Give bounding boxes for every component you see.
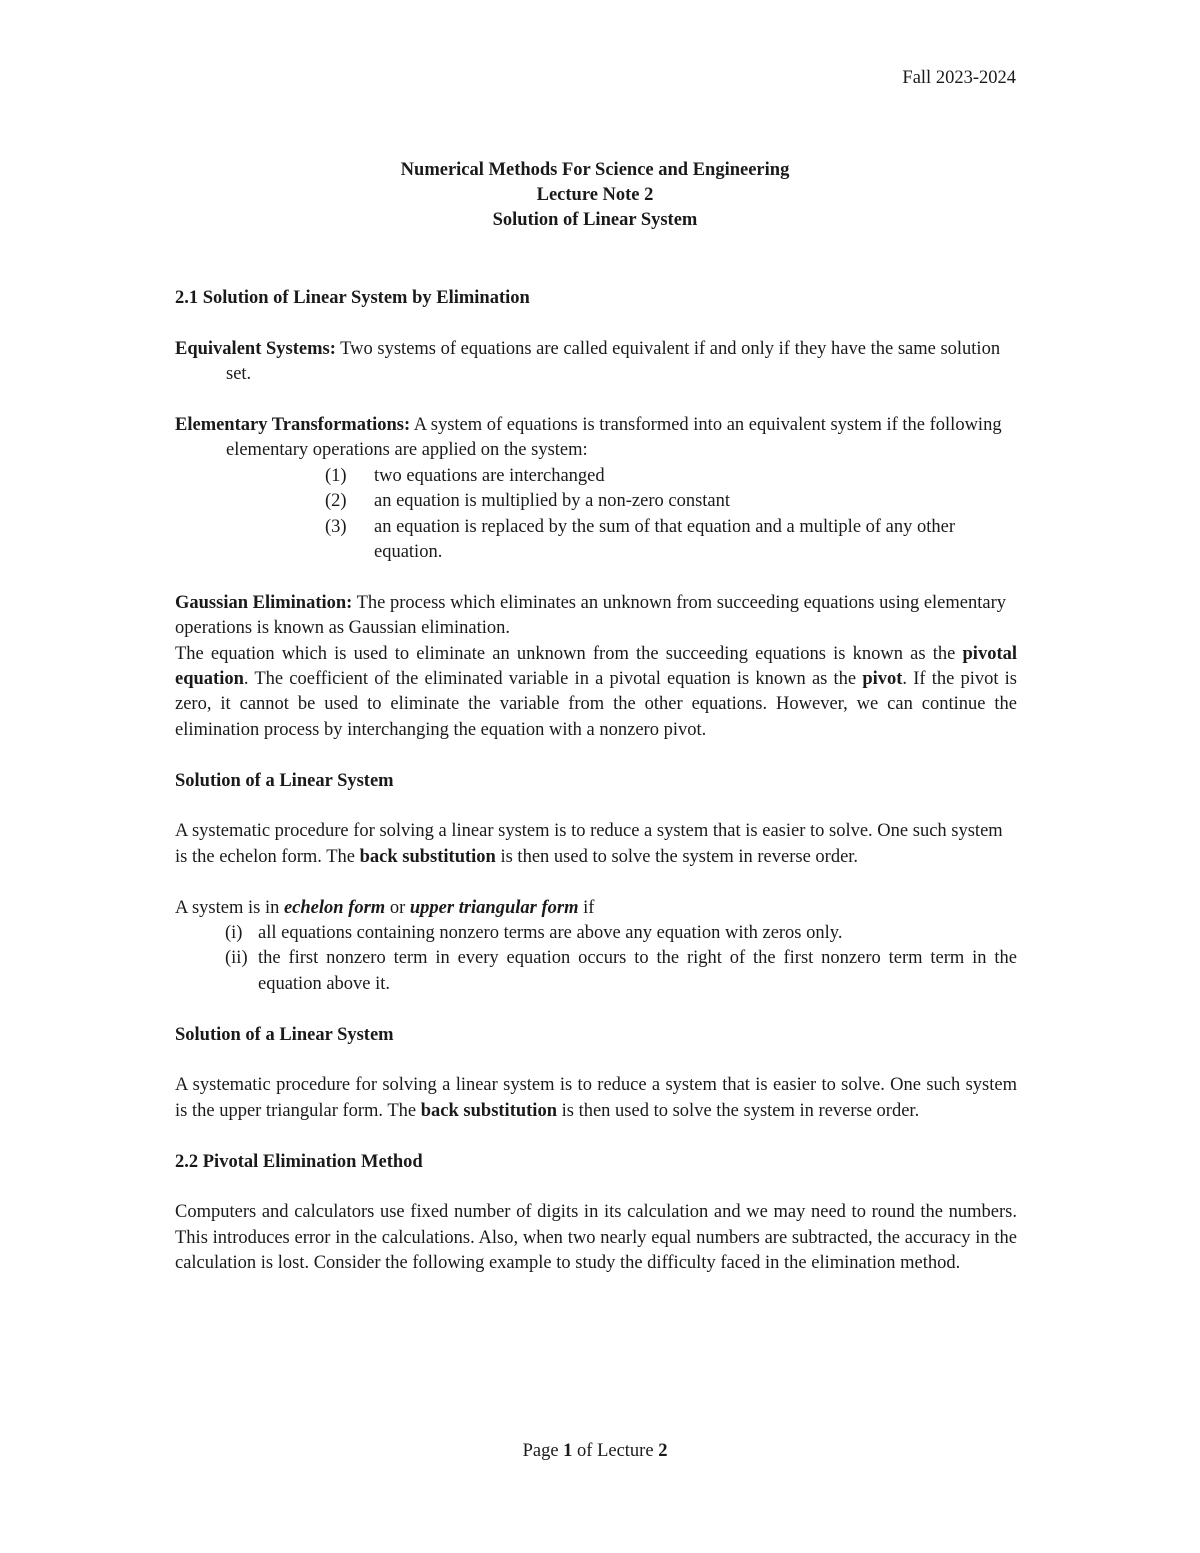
- definition-text: Two systems of equations are called equivalent if and only if they have the same solution set.: [226, 338, 1001, 385]
- subsection-heading: Solution of a Linear System: [175, 770, 394, 791]
- definition-term: Elementary Transformations:: [175, 415, 411, 435]
- elementary-transformations-definition: [175, 413, 1017, 464]
- echelon-form-intro: A system is in echelon form or upper triangular form if: [175, 897, 595, 918]
- definition-text: The process which eliminates an unknown from succeeding equations using elementary operations is known as Gaussian elimination.: [175, 592, 1007, 639]
- main-content: [175, 286, 1017, 1277]
- list-item: (1) two equations are interchanged: [325, 465, 605, 486]
- subsection-heading: Solution of a Linear System: [175, 1024, 394, 1045]
- document-title: [0, 158, 1190, 233]
- definition-term: Gaussian Elimination:: [175, 592, 353, 613]
- list-item: (i) all equations containing nonzero terms are above any equation with zeros only.: [225, 923, 843, 944]
- term-header: Fall 2023-2024: [902, 68, 1016, 88]
- definition-text: A system of equations is transformed into an equivalent system if the following elementary operations are applied on the system:: [226, 415, 1002, 461]
- equivalent-systems-definition: [175, 337, 1017, 388]
- page-footer: Page 1 of Lecture 2: [522, 1441, 668, 1461]
- course-title: Numerical Methods For Science and Engineering: [400, 160, 790, 180]
- solution-paragraph: A systematic procedure for solving a linear system is to reduce a system that is easier to solve. One such system is the upper triangular form. The back substitution is then used to solve the system in reverse order.: [175, 1075, 1017, 1121]
- list-item: (3) an equation is replaced by the sum of that equation and a multiple of any other equation.: [325, 516, 956, 563]
- pivot-paragraph: The equation which is used to eliminate an unknown from the succeeding equations is known as the pivotal equation. The coefficient of the eliminated variable in a pivotal equation is known as the pivot. If the pivot is zero, it cannot be used to eliminate the variable from the other equations. However, we can continue the elimination process by interchanging the equation with a nonzero pivot.: [175, 643, 1018, 740]
- page-number: 1: [563, 1441, 573, 1461]
- section-heading-2-1: 2.1 Solution of Linear System by Elimination: [175, 288, 530, 308]
- gaussian-elimination-definition: [175, 591, 1017, 642]
- definition-term: Equivalent Systems:: [175, 338, 336, 359]
- lecture-topic: Solution of Linear System: [492, 210, 698, 230]
- list-item: (2) an equation is multiplied by a non-zero constant: [325, 491, 731, 512]
- solution-paragraph: A systematic procedure for solving a linear system is to reduce a system that is easier to solve. One such system is the echelon form. The back substitution is then used to solve the system in reverse order.: [175, 821, 1003, 867]
- elementary-operations-list: [175, 464, 1017, 566]
- section-heading-2-2: 2.2 Pivotal Elimination Method: [175, 1151, 423, 1172]
- pivotal-elimination-paragraph: Computers and calculators use fixed number of digits in its calculation and we may need to round the numbers. This introduces error in the calculations. Also, when two nearly equal numbers are subtracted, the accuracy in the calculation is lost. Consider the following example to study the difficulty faced in the elimination method.: [175, 1202, 1017, 1274]
- echelon-conditions-list: [175, 921, 1017, 997]
- list-item: (ii) the first nonzero term in every equation occurs to the right of the first nonzero term term in the equation above it.: [225, 948, 1017, 994]
- lecture-number: Lecture Note 2: [536, 185, 654, 205]
- lecture-number-footer: 2: [658, 1441, 668, 1461]
